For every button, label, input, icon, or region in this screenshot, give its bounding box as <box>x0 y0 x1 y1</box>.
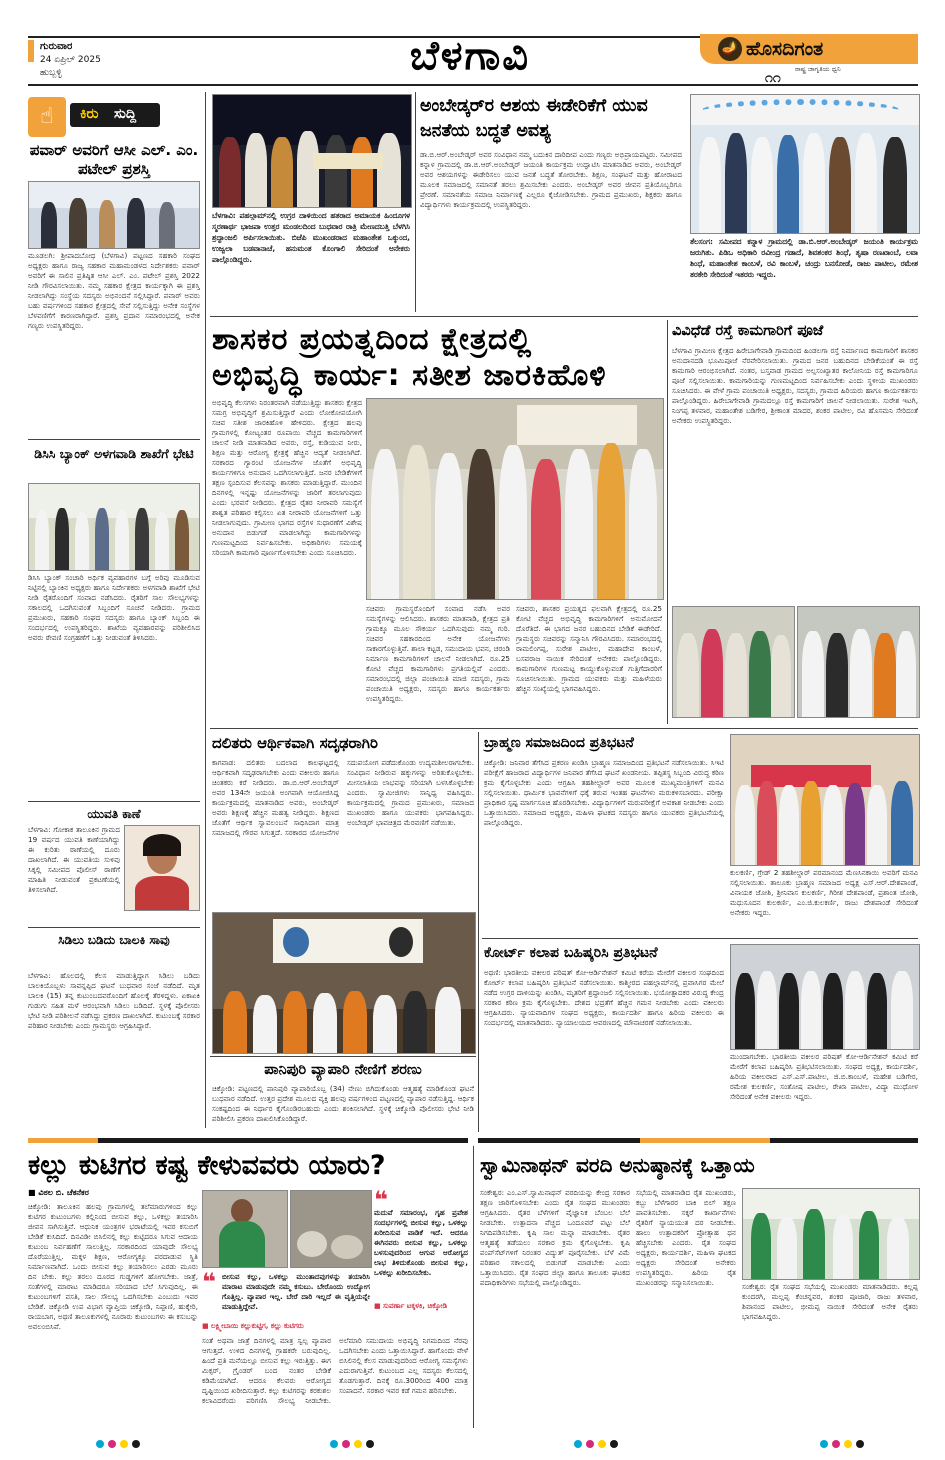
reg-dot-magenta-4 <box>832 1440 840 1448</box>
ambedkar-jayanti-caption: ತೆಲಸಂಗ: ಸಮೀಪದ ಕನ್ನಾಳ ಗ್ರಾಮದಲ್ಲಿ ಡಾ.ಬಿ.ಆರ್.ಅಂಬೇಡ್ಕರ್ ಜಯಂತಿ ಕಾರ್ಯಕ್ರಮ ಜರುಗಿತು. ಪಿಡಿಒ ಅಧಿಕಾರಿ ರವೀಂದ್ರ ಗಡಾದೆ, ಶಿವಶಂಕರ ಶಿಂಧೆ, ತೃಷಾ ರಣಖಾಂಬೆ, ಲವಾ ಶಿಂಧೆ, ಮಹಾಂತೇಶ ಕಾಂಬಳೆ, ರವಿ ಕಾಂಬಳೆ, ಚಂದ್ರು ಬನಸೋಡೆ, ರಾಜು ಪಾಟೀಲ, ರಮೇಶ ತರಕೇರಿ ಸೇರಿದಂತೆ ಇತರರು ಇದ್ದರು. <box>690 237 918 279</box>
farmers-meeting-caption: ಸಂಕೇಶ್ವರ: ರೈತ ಸಂಘದ ಸಭೆಯಲ್ಲಿ ಮುಖಂಡರು ಮಾತನಾಡಿದರು. ಕಲ್ಲಪ್ಪ ಕುಂದರಗಿ, ಮಲ್ಲಪ್ಪ ಕೆಂಚನ್ನವರ, ಶಂಕರ ಪೂಜಾರಿ, ರಾಜು ತಳವಾರ, ಶಿವಾನಂದ ಪಾಟೀಲ, ಭೀಮಪ್ಪ ನಾಯಿಕ ಸೇರಿದಂತೆ ಅನೇಕ ರೈತರು ಭಾಗವಹಿಸಿದ್ದರು. <box>742 1282 918 1321</box>
stone-photo-2 <box>290 1190 372 1268</box>
tribute-banner <box>313 153 383 169</box>
reg-dot-cyan-2 <box>330 1440 338 1448</box>
mid-row-rule <box>210 728 918 729</box>
kirusuddi-box <box>28 95 200 1135</box>
header-date: 24 ಏಪ್ರಿಲ್ 2025 <box>40 55 101 65</box>
top-row-bottom-rule <box>210 316 918 317</box>
reg-dot-black-3 <box>610 1440 618 1448</box>
court-body: ಅಥಣಿ: ಭಾರತೀಯ ವಕೀಲರ ಪರಿಷತ್ ಕೋ-ಆರ್ಡಿನೇಶನ್ ಕಮಿಟಿ ಕರೆಯ ಮೇರೆಗೆ ವಕೀಲರ ಸಂಘದಿಂದ ಕೋರ್ಟ್ ಕಲಾಪ ಬಹಿಷ್ಕರಿಸಿ ಪ್ರತಿಭಟನೆ ನಡೆಸಲಾಯಿತು. ಕಾಶ್ಮೀರದ ಪಹಲ್ಗಾಮ್‌ನಲ್ಲಿ ಪ್ರವಾಸಿಗರ ಮೇಲೆ ನಡೆದ ಉಗ್ರರ ದಾಳಿಯನ್ನು ಖಂಡಿಸಿ, ಮೃತರಿಗೆ ಶ್ರದ್ಧಾಂಜಲಿ ಸಲ್ಲಿಸಲಾಯಿತು. ಭಯೋತ್ಪಾದಕರ ವಿರುದ್ಧ ಕೇಂದ್ರ ಸರಕಾರ ಕಠಿಣ ಕ್ರಮ ಕೈಗೊಳ್ಳಬೇಕು. ದೇಶದ ಭದ್ರತೆಗೆ ಹೆಚ್ಚಿನ ಗಮನ ನೀಡಬೇಕು ಎಂದು ವಕೀಲರು ಆಗ್ರಹಿಸಿದರು. ನ್ಯಾಯವಾದಿಗಳ ಸಂಘದ ಅಧ್ಯಕ್ಷರು, ಕಾರ್ಯದರ್ಶಿ ಹಾಗೂ ಹಿರಿಯ ವಕೀಲರು ಈ ಸಂದರ್ಭದಲ್ಲಿ ಮಾತನಾಡಿದರು. ನ್ಯಾಯಾಲಯದ ಆವರಣದಲ್ಲಿ ಮೌನಾಚರಣೆ ನಡೆಸಲಾಯಿತು. <box>484 968 724 1027</box>
kiru-divider-2 <box>28 801 200 802</box>
stone-photo-1 <box>202 1190 288 1268</box>
header-left-accent <box>28 40 34 62</box>
road-body: ಬೆಳಗಾವಿ ಗ್ರಾಮೀಣ ಕ್ಷೇತ್ರದ ಹಿರೇಬಾಗೇವಾಡಿ ಗ್ರಾಮದಿಂದ ಹಿಂಡಲಗಾ ರಸ್ತೆ ನಿರ್ಮಾಣದ ಕಾಮಗಾರಿಗೆ ಶಾಸಕರ ಅನುದಾನದಡಿ ಭೂಮಿಪೂಜೆ ನೆರವೇರಿಸಲಾಯಿತು. ಗ್ರಾಮದ ಜನರ ಬಹುದಿನದ ಬೇಡಿಕೆಯಂತೆ ಈ ರಸ್ತೆ ಕಾಮಗಾರಿ ಆರಂಭಿಸಲಾಗಿದೆ. ನಂತರ, ಬಸ್ತವಾಡ ಗ್ರಾಮದ ಅಲ್ಪಸಂಖ್ಯಾತರ ಕಾಲೋನಿಯ ರಸ್ತೆ ಕಾಮಗಾರಿಗೂ ಪೂಜೆ ಸಲ್ಲಿಸಲಾಯಿತು. ಕಾಮಗಾರಿಯನ್ನು ಗುಣಮಟ್ಟದಿಂದ ನಿರ್ವಹಿಸಬೇಕು ಎಂದು ಸ್ಥಳೀಯ ಮುಖಂಡರು ಸೂಚಿಸಿದರು. ಈ ವೇಳೆ ಗ್ರಾಮ ಪಂಚಾಯಿತಿ ಅಧ್ಯಕ್ಷರು, ಸದಸ್ಯರು, ಗ್ರಾಮದ ಹಿರಿಯರು ಹಾಗೂ ಕಾರ್ಯಕರ್ತರು ಪಾಲ್ಗೊಂಡಿದ್ದರು. ಹಿರೇಬಾಗೇವಾಡಿ ಗ್ರಾಮದಲ್ಲೂ ರಸ್ತೆ ಕಾಮಗಾರಿಗೆ ಚಾಲನೆ ನೀಡಲಾಯಿತು. ಸುರೇಶ ಇಟಗಿ, ನಿಂಗಪ್ಪ ತಳವಾರ, ಮಹಾಂತೇಶ ಬಡಿಗೇರ, ಶ್ರೀಕಾಂತ ಮಾದರ, ಶಂಕರ ಪಾಟೀಲ, ರವಿ ಹೊಸಮನಿ ಸೇರಿದಂತೆ ಅನೇಕರು ಉಪಸ್ಥಿತರಿದ್ದರು. <box>672 346 918 425</box>
stone-byline: ■ ವಿಠಲ ಬಿ. ಚೆಕನೆಕರ <box>28 1188 89 1197</box>
court-photo-caption: ಮುಂದಾಗಬೇಕು. ಭಾರತೀಯ ವಕೀಲರ ಪರಿಷತ್ ಕೋ-ಆರ್ಡಿನೇಶನ್ ಕಮಿಟಿ ಕರೆ ಮೇರೆಗೆ ಕಲಾಪ ಬಹಿಷ್ಕರಿಸಿ ಪ್ರತಿಭಟಿಸಲಾಯಿತು. ಸಂಘದ ಅಧ್ಯಕ್ಷ, ಕಾರ್ಯದರ್ಶಿ, ಹಿರಿಯ ವಕೀಲರಾದ ಎಸ್.ಎಸ್.ಪಾಟೀಲ, ಜಿ.ಬಿ.ಕಾಂಬಳೆ, ಮಹೇಶ ಬಡಿಗೇರ, ರಮೇಶ ಕುಲಕರ್ಣಿ, ಸಂತೋಷ ಪಾಟೀಲ, ರೇಖಾ ಪಾಟೀಲ, ವಿದ್ಯಾ ಮುಧೋಳ ಸೇರಿದಂತೆ ಅನೇಕ ವಕೀಲರು ಇದ್ದರು. <box>730 1052 918 1101</box>
brahmin-protest-photo <box>730 734 920 866</box>
reg-dot-magenta <box>108 1440 116 1448</box>
kiru-story4-title: ಸಿಡಿಲು ಬಡಿದು ಬಾಲಕಿ ಸಾವು <box>58 933 170 947</box>
reg-dot-yellow-2 <box>354 1440 362 1448</box>
kirusuddi-label-b: ಸುದ್ದಿ <box>114 106 137 122</box>
stone-quote1: ಮದುವೆ ಸಮಾರಂಭ, ಗೃಹ ಪ್ರವೇಶ ಸಂದರ್ಭಗಳಲ್ಲಿ ಬೀಸುವ ಕಲ್ಲು, ಒಳಕಲ್ಲು ಖರೀದಿಸುವ ವಾಡಿಕೆ ಇದೆ. ಆದರೂ ಈಗಿನವರು ಬೀಸುವ ಕಲ್ಲು, ಒಳಕಲ್ಲು ಬಳಸುವುದರಿಂದ ಆಗುವ ಆರೋಗ್ಯದ ಲಾಭ ತಿಳಿದುಕೊಂಡು ಬೀಸುವ ಕಲ್ಲು, ಒಳಕಲ್ಲು ಖರೀದಿಸಬೇಕು. <box>374 1208 468 1277</box>
stone-quote2: ಬೀಸುವ ಕಲ್ಲು, ಒಳಕಲ್ಲು ಮುಂತಾದವುಗಳನ್ನು ತಯಾರಿಸಿ ಮಾರಾಟ ಮಾಡುವುದೇ ನಮ್ಮ ಕಸುಬು. ಬೇರೊಂದು ಉದ್ಯೋಗ ಗೊತ್ತಿಲ್ಲ. ವ್ಯಾಪಾರ ಇಲ್ಲ. ಬೇರೆ ದಾರಿ ಇಲ್ಲದೆ ಈ ವೃತ್ತಿಯನ್ನೇ ಮಾಡುತ್ತಿದ್ದೇವೆ. <box>222 1272 370 1311</box>
brahmin-body: ಚಿಕ್ಕೋಡಿ: ಜನಿವಾರ ತೆಗೆಸಿದ ಪ್ರಕರಣ ಖಂಡಿಸಿ ಬ್ರಾಹ್ಮಣ ಸಮಾಜದಿಂದ ಪ್ರತಿಭಟನೆ ನಡೆಸಲಾಯಿತು. ಸಿಇಟಿ ಪರೀಕ್ಷೆಗೆ ಹಾಜರಾದ ವಿದ್ಯಾರ್ಥಿಗಳ ಜನಿವಾರ ತೆಗೆಸಿದ ಘಟನೆ ಖಂಡನೀಯ. ತಪ್ಪಿತಸ್ಥ ಸಿಬ್ಬಂದಿ ವಿರುದ್ಧ ಕಠಿಣ ಕ್ರಮ ಕೈಗೊಳ್ಳಬೇಕು ಎಂದು ಆಗ್ರಹಿಸಿ ತಹಶೀಲ್ದಾರ್ ಅವರ ಮೂಲಕ ಮುಖ್ಯಮಂತ್ರಿಗಳಿಗೆ ಮನವಿ ಸಲ್ಲಿಸಲಾಯಿತು. ಧಾರ್ಮಿಕ ಭಾವನೆಗಳಿಗೆ ಧಕ್ಕೆ ತರುವ ಇಂತಹ ಘಟನೆಗಳು ಮರುಕಳಿಸಬಾರದು. ಪರೀಕ್ಷಾ ಪ್ರಾಧಿಕಾರ ಸ್ಪಷ್ಟ ಮಾರ್ಗಸೂಚಿ ಹೊರಡಿಸಬೇಕು. ವಿದ್ಯಾರ್ಥಿಗಳಿಗೆ ಮರುಪರೀಕ್ಷೆಗೆ ಅವಕಾಶ ನೀಡಬೇಕು ಎಂದು ಒತ್ತಾಯಿಸಿದರು. ಸಮಾಜದ ಅಧ್ಯಕ್ಷರು, ಮಹಿಳಾ ಘಟಕದ ಸದಸ್ಯರು ಹಾಗೂ ಯುವಕರು ಪ್ರತಿಭಟನೆಯಲ್ಲಿ ಪಾಲ್ಗೊಂಡಿದ್ದರು. <box>484 758 724 827</box>
kiru-story1-title: ಪವಾರ್ ಅವರಿಗೆ ಆಸೀ ಎಲ್. ಎಂ. ಪಟೇಲ್ ಪ್ರಶಸ್ತಿ <box>29 141 199 178</box>
brahmin-title: ಬ್ರಾಹ್ಮಣ ಸಮಾಜದಿಂದ ಪ್ರತಿಭಟನೆ <box>484 735 634 751</box>
logo-tagline: ರಾಷ್ಟ್ರ ಜಾಗೃತಿಯ ಧ್ವನಿ <box>795 65 841 73</box>
farmers-meeting-photo <box>742 1188 920 1280</box>
panipuri-top-rule <box>210 1056 476 1057</box>
reg-dot-black-2 <box>366 1440 374 1448</box>
balloon-arch <box>701 99 901 123</box>
reg-dot-magenta-3 <box>586 1440 594 1448</box>
road-title: ವಿವಿಧೆಡೆ ರಸ್ತೆ ಕಾಮಗಾರಿಗೆ ಪೂಜೆ <box>672 323 824 339</box>
stone-body-b: ಸಂತೆ ಅಥವಾ ಜಾತ್ರೆ ದಿನಗಳಲ್ಲಿ ಮಾತ್ರ ಸ್ವಲ್ಪ ವ್ಯಾಪಾರ ಆಗುತ್ತದೆ. ಉಳಿದ ದಿನಗಳಲ್ಲಿ ಗ್ರಾಹಕರೇ ಬರುವುದಿಲ್ಲ. ಹಿಂದೆ ಪ್ರತಿ ಮನೆಯಲ್ಲೂ ಬೀಸುವ ಕಲ್ಲು ಇರುತ್ತಿತ್ತು. ಈಗ ಮಿಕ್ಸರ್, ಗ್ರೈಂಡರ್ ಬಂದ ನಂತರ ಬೇಡಿಕೆ ಕಡಿಮೆಯಾಗಿದೆ. ಆದರೂ ಕೆಲವರು ಆರೋಗ್ಯದ ದೃಷ್ಟಿಯಿಂದ ಖರೀದಿಸುತ್ತಾರೆ. ಕಲ್ಲು ಕುಟಿಗರನ್ನು ಕರಕುಶಲ ಕಲಾವಿದರೆಂದು ಪರಿಗಣಿಸಿ ಸೌಲಭ್ಯ ನೀಡಬೇಕು. ಅಲೆಮಾರಿ ಸಮುದಾಯ ಅಭಿವೃದ್ಧಿ ನಿಗಮದಿಂದ ನೆರವು ಒದಗಿಸಬೇಕು ಎಂದು ಒತ್ತಾಯಿಸಿದ್ದಾರೆ. ಹಾಗೊಂದು ವೇಳೆ ಬಿಸಿಲಿನಲ್ಲಿ ಕೆಲಸ ಮಾಡುವುದರಿಂದ ಆರೋಗ್ಯ ಸಮಸ್ಯೆಗಳು ಎದುರಾಗುತ್ತಿವೆ. ಕುಟುಂಬದ ಎಲ್ಲ ಸದಸ್ಯರು ಕೆಲಸದಲ್ಲಿ ತೊಡಗುತ್ತಾರೆ. ದಿನಕ್ಕೆ ರೂ.300ರಿಂದ 400 ಮಾತ್ರ ಸಂಪಾದನೆ. ಸರಕಾರ ಇವರ ಕಡೆ ಗಮನ ಹರಿಸಬೇಕು. <box>202 1336 468 1405</box>
candle-tribute-photo <box>212 94 412 208</box>
dalit-event-photo <box>212 912 476 1054</box>
panipuri-title: ಪಾನಿಪುರಿ ವ್ಯಾಪಾರಿ ನೇಣಿಗೆ ಶರಣು <box>264 1062 422 1078</box>
kiru-story3-photo <box>124 825 200 911</box>
kiru-story2-title: ಡಿಸಿಸಿ ಬ್ಯಾಂಕ್ ಅಳಗವಾಡಿ ಶಾಖೆಗೆ ಭೇಟಿ <box>34 446 194 461</box>
stone-quote2-author: ■ ಲಕ್ಷ್ಮೀಬಾಯಿ ಕಲ್ಲುಕುಟ್ಟಿಗ, ಕಲ್ಲು ಕುಟಿಗರು <box>202 1322 304 1330</box>
lead-title-line2: ಅಭಿವೃದ್ಧಿ ಕಾರ್ಯ: ಸತೀಶ ಜಾರಕಿಹೊಳಿ <box>212 358 607 393</box>
logo-block <box>700 34 918 86</box>
kiru-story3-title: ಯುವತಿ ಕಾಣೆ <box>87 807 141 821</box>
reg-dot-black <box>132 1440 140 1448</box>
kiru-story1-photo <box>28 181 200 249</box>
stone-title: ಕಲ್ಲು ಕುಟಿಗರ ಕಷ್ಟ ಕೇಳುವವರು ಯಾರು? <box>28 1150 386 1181</box>
reg-dot-cyan <box>96 1440 104 1448</box>
panipuri-body: ಚಿಕ್ಕೋಡಿ: ಪಟ್ಟಣದಲ್ಲಿ ಪಾನಿಪುರಿ ವ್ಯಾಪಾರಿಯೊಬ್ಬ (34) ನೇಣು ಬಿಗಿದುಕೊಂಡು ಆತ್ಮಹತ್ಯೆ ಮಾಡಿಕೊಂಡ ಘಟನೆ ಬುಧವಾರ ನಡೆದಿದೆ. ಉತ್ತರ ಪ್ರದೇಶ ಮೂಲದ ವ್ಯಕ್ತಿ ಹಲವು ವರ್ಷಗಳಿಂದ ಪಟ್ಟಣದಲ್ಲಿ ವ್ಯಾಪಾರ ನಡೆಸುತ್ತಿದ್ದ. ಆರ್ಥಿಕ ಸಂಕಷ್ಟದಿಂದ ಈ ನಿರ್ಧಾರ ಕೈಗೊಂಡಿರಬಹುದು ಎಂದು ಶಂಕಿಸಲಾಗಿದೆ. ಸ್ಥಳಕ್ಕೆ ಚಿಕ್ಕೋಡಿ ಪೊಲೀಸರು ಭೇಟಿ ನೀಡಿ ಪರಿಶೀಲಿಸಿ ಪ್ರಕರಣ ದಾಖಲಿಸಿಕೊಂಡಿದ್ದಾರೆ. <box>212 1084 474 1123</box>
lead-photo <box>366 398 664 600</box>
swaminathan-title: ಸ್ವಾಮಿನಾಥನ್ ವರದಿ ಅನುಷ್ಠಾನಕ್ಕೆ ಒತ್ತಾಯ <box>480 1153 755 1177</box>
road-photo-2 <box>797 606 920 718</box>
lead-title-line1: ಶಾಸಕರ ಪ್ರಯತ್ನದಿಂದ ಕ್ಷೇತ್ರದಲ್ಲಿ <box>212 322 533 357</box>
reg-dot-cyan-4 <box>820 1440 828 1448</box>
header-day: ಗುರುವಾರ <box>40 41 73 52</box>
bottom-band-right-accent <box>640 1138 770 1143</box>
road-photo-1 <box>672 606 795 718</box>
brahmin-photo-caption: ಕುಲಕರ್ಣಿ, ಗ್ರೇಡ್ 2 ತಹಶೀಲ್ದಾರ್ ಪರಮಾನಂದ ಮೆಣಸಿನಕಾಯಿ ಅವರಿಗೆ ಮನವಿ ಸಲ್ಲಿಸಲಾಯಿತು. ತಾಲೂಕು ಬ್ರಾಹ್ಮಣ ಸಮಾಜದ ಅಧ್ಯಕ್ಷ ಎಸ್.ಆರ್.ದೇಶಪಾಂಡೆ, ವಿನಾಯಕ ಜೋಶಿ, ಶ್ರೀನಿವಾಸ ಕುಲಕರ್ಣಿ, ಗಿರೀಶ ದೇಶಪಾಂಡೆ, ಪ್ರಶಾಂತ ಜೋಶಿ, ಮಧುಸೂದನ ಕುಲಕರ್ಣಿ, ಎಂ.ಜಿ.ಕುಲಕರ್ಣಿ, ರಾಜು ದೇಶಪಾಂಡೆ ಸೇರಿದಂತೆ ಅನೇಕರು ಇದ್ದರು. <box>730 868 918 917</box>
quote-mark-icon-2: ❝ <box>202 1268 217 1296</box>
reg-dot-cyan-3 <box>574 1440 582 1448</box>
left-column-rule <box>205 92 206 1128</box>
kiru-divider-1 <box>28 439 200 440</box>
swaminathan-body-a: ಸಂಕೇಶ್ವರ: ಎಂ.ಎಸ್.ಸ್ವಾಮಿನಾಥನ್ ವರದಿಯನ್ನು ಕೇಂದ್ರ ಸರಕಾರ ತಕ್ಷಣ ಜಾರಿಗೊಳಿಸಬೇಕು ಎಂದು ರೈತ ಸಂಘದ ಮುಖಂಡರು ಆಗ್ರಹಿಸಿದರು. ರೈತರ ಬೆಳೆಗಳಿಗೆ ವೈಜ್ಞಾನಿಕ ಬೆಂಬಲ ಬೆಲೆ ನೀಡಬೇಕು. ಉತ್ಪಾದನಾ ವೆಚ್ಚದ ಒಂದೂವರೆ ಪಟ್ಟು ಬೆಲೆ ನಿಗದಿಪಡಿಸಬೇಕು. ಕೃಷಿ ಸಾಲ ಮನ್ನಾ ಮಾಡಬೇಕು. ರೈತರ ಆತ್ಮಹತ್ಯೆ ತಡೆಯಲು ಸರಕಾರ ಕ್ರಮ ಕೈಗೊಳ್ಳಬೇಕು. ಕೃಷಿ ಪಂಪ್‌ಸೆಟ್‌ಗಳಿಗೆ ನಿರಂತರ ವಿದ್ಯುತ್ ಪೂರೈಸಬೇಕು. ಬೆಳೆ ವಿಮೆ ಪರಿಹಾರ ಸಕಾಲದಲ್ಲಿ ಬಿಡುಗಡೆ ಮಾಡಬೇಕು ಎಂದು ಒತ್ತಾಯಿಸಿದರು. ರೈತ ಸಂಘದ ಜಿಲ್ಲಾ ಹಾಗೂ ತಾಲೂಕು ಘಟಕದ ಪದಾಧಿಕಾರಿಗಳು ಸಭೆಯಲ್ಲಿ ಪಾಲ್ಗೊಂಡಿದ್ದರು. <box>480 1188 630 1287</box>
lead-body-a: ಅಭಿವೃದ್ಧಿ ಕೆಲಸಗಳು ನಿರಂತರವಾಗಿ ನಡೆಯುತ್ತಿದ್ದು ಶಾಸಕರು ಕ್ಷೇತ್ರದ ಸಮಗ್ರ ಅಭಿವೃದ್ಧಿಗೆ ಶ್ರಮಿಸುತ್ತಿದ್ದಾರೆ ಎಂದು ಲೋಕೋಪಯೋಗಿ ಸಚಿವ ಸತೀಶ ಜಾರಕಿಹೊಳಿ ಹೇಳಿದರು. ಕ್ಷೇತ್ರದ ಹಲವು ಗ್ರಾಮಗಳಲ್ಲಿ ಕೋಟ್ಯಂತರ ರೂಪಾಯಿ ವೆಚ್ಚದ ಕಾಮಗಾರಿಗಳಿಗೆ ಚಾಲನೆ ನೀಡಿ ಮಾತನಾಡಿದ ಅವರು, ರಸ್ತೆ, ಕುಡಿಯುವ ನೀರು, ಶಿಕ್ಷಣ ಮತ್ತು ಆರೋಗ್ಯ ಕ್ಷೇತ್ರಕ್ಕೆ ಹೆಚ್ಚಿನ ಆದ್ಯತೆ ನೀಡಲಾಗಿದೆ. ಸರಕಾರದ ಗ್ಯಾರಂಟಿ ಯೋಜನೆಗಳ ಜೊತೆಗೆ ಅಭಿವೃದ್ಧಿ ಕಾರ್ಯಗಳಿಗೂ ಅನುದಾನ ಒದಗಿಸಲಾಗುತ್ತಿದೆ. ಜನರ ಬೇಡಿಕೆಗಳಿಗೆ ತಕ್ಷಣ ಸ್ಪಂದಿಸುವ ಕೆಲಸವನ್ನು ಶಾಸಕರು ಮಾಡುತ್ತಿದ್ದಾರೆ. ಮುಂದಿನ ದಿನಗಳಲ್ಲಿ ಇನ್ನಷ್ಟು ಯೋಜನೆಗಳನ್ನು ಜಾರಿಗೆ ತರಲಾಗುವುದು ಎಂದು ಭರವಸೆ ನೀಡಿದರು. ಕ್ಷೇತ್ರದ ರೈತರ ನೀರಾವರಿ ಸಮಸ್ಯೆಗೆ ಶಾಶ್ವತ ಪರಿಹಾರ ಕಲ್ಪಿಸಲು ಏತ ನೀರಾವರಿ ಯೋಜನೆಗಳಿಗೆ ಒತ್ತು ನೀಡಲಾಗುವುದು. ಗ್ರಾಮೀಣ ಭಾಗದ ರಸ್ತೆಗಳ ಸುಧಾರಣೆಗೆ ವಿಶೇಷ ಅನುದಾನ ಬಿಡುಗಡೆ ಮಾಡಲಾಗಿದ್ದು ಕಾಮಗಾರಿಗಳನ್ನು ಗುಣಮಟ್ಟದಿಂದ ನಿರ್ವಹಿಸಬೇಕು. ಅಧಿಕಾರಿಗಳು ಸಮಯಕ್ಕೆ ಸರಿಯಾಗಿ ಕಾಮಗಾರಿ ಪೂರ್ಣಗೊಳಿಸಬೇಕು ಎಂದು ಸೂಚಿಸಿದರು. <box>212 398 362 557</box>
court-title: ಕೋರ್ಟ್ ಕಲಾಪ ಬಹಿಷ್ಕರಿಸಿ ಪ್ರತಿಭಟನೆ <box>484 945 658 961</box>
ambedkar-title: ಅಂಬೇಡ್ಕರ್‌ರ ಆಶಯ ಈಡೇರಿಕೆಗೆ ಯುವ ಜನತೆಯ ಬದ್ಧತೆ ಅವಶ್ಯ <box>420 96 648 141</box>
reg-dot-yellow <box>120 1440 128 1448</box>
dalit-body: ಕಾಗವಾಡ: ದಲಿತರು ಬದಲಾದ ಕಾಲಘಟ್ಟದಲ್ಲಿ ಆರ್ಥಿಕವಾಗಿ ಸದೃಢರಾಗಬೇಕು ಎಂದು ವಕೀಲರು ಹಾಗೂ ಚಿಂತಕರು ಕರೆ ನೀಡಿದರು. ಡಾ.ಬಿ.ಆರ್.ಅಂಬೇಡ್ಕರ್ ಅವರ 134ನೇ ಜಯಂತಿ ಅಂಗವಾಗಿ ಆಯೋಜಿಸಿದ್ದ ಕಾರ್ಯಕ್ರಮದಲ್ಲಿ ಮಾತನಾಡಿದ ಅವರು, ಅಂಬೇಡ್ಕರ್ ಅವರು ಶಿಕ್ಷಣಕ್ಕೆ ಹೆಚ್ಚಿನ ಮಹತ್ವ ನೀಡಿದ್ದರು. ಶಿಕ್ಷಣದ ಜೊತೆಗೆ ಆರ್ಥಿಕ ಸ್ವಾವಲಂಬನೆ ಸಾಧಿಸಿದಾಗ ಮಾತ್ರ ಸಮಾಜದಲ್ಲಿ ಗೌರವ ಸಿಗುತ್ತದೆ. ಸರಕಾರದ ಯೋಜನೆಗಳ ಸದುಪಯೋಗ ಪಡೆದುಕೊಂಡು ಉದ್ಯಮಶೀಲರಾಗಬೇಕು. ಸಂವಿಧಾನ ನೀಡಿರುವ ಹಕ್ಕುಗಳನ್ನು ಅರಿತುಕೊಳ್ಳಬೇಕು. ಮೀಸಲಾತಿಯ ಲಾಭವನ್ನು ಸರಿಯಾಗಿ ಬಳಸಿಕೊಳ್ಳಬೇಕು ಎಂದರು. ಸ್ವಾಮೀಜಿಗಳು ಸಾನ್ನಿಧ್ಯ ವಹಿಸಿದ್ದರು. ಕಾರ್ಯಕ್ರಮದಲ್ಲಿ ಗ್ರಾಮದ ಪ್ರಮುಖರು, ಸಮಾಜದ ಮುಖಂಡರು ಹಾಗೂ ಯುವಕರು ಭಾಗವಹಿಸಿದ್ದರು. ಅಂಬೇಡ್ಕರ್ ಭಾವಚಿತ್ರದ ಮೆರವಣಿಗೆ ನಡೆಯಿತು. <box>212 758 474 837</box>
reg-dot-magenta-2 <box>342 1440 350 1448</box>
dalit-title: ದಲಿತರು ಆರ್ಥಿಕವಾಗಿ ಸದೃಢರಾಗಿರಿ <box>212 734 378 752</box>
lead-body-c: ಸಚಿವರು, ಶಾಸಕರ ಪ್ರಯತ್ನದ ಫಲವಾಗಿ ಕ್ಷೇತ್ರದಲ್ಲಿ ರೂ.25 ಕೋಟಿ ವೆಚ್ಚದ ಅಭಿವೃದ್ಧಿ ಕಾಮಗಾರಿಗಳಿಗೆ ಅನುಮೋದನೆ ದೊರೆತಿದೆ. ಈ ಭಾಗದ ಜನರ ಬಹುದಿನದ ಬೇಡಿಕೆ ಈಡೇರಿದೆ. ಗ್ರಾಮಸ್ಥರು ಸಚಿವರನ್ನು ಸನ್ಮಾನಿಸಿ ಗೌರವಿಸಿದರು. ಸಮಾರಂಭದಲ್ಲಿ ರಾಮಲಿಂಗಪ್ಪ, ಸುರೇಶ ಪಾಟೀಲ, ಮಹಾದೇವ ಕಾಂಬಳೆ, ಬಸವರಾಜ ನಾಯಿಕ ಸೇರಿದಂತೆ ಅನೇಕರು ಪಾಲ್ಗೊಂಡಿದ್ದರು. ಕಾಮಗಾರಿಗಳ ಗುಣಮಟ್ಟ ಕಾಯ್ದುಕೊಳ್ಳುವಂತೆ ಗುತ್ತಿಗೆದಾರರಿಗೆ ಸೂಚಿಸಲಾಯಿತು. ಗ್ರಾಮದ ಯುವಕರು ಮತ್ತು ಮಹಿಳೆಯರು ಹೆಚ್ಚಿನ ಸಂಖ್ಯೆಯಲ್ಲಿ ಭಾಗವಹಿಸಿದ್ದರು. <box>516 604 662 693</box>
stone-body-a: ಚಿಕ್ಕೋಡಿ: ತಾಲೂಕಿನ ಹಲವು ಗ್ರಾಮಗಳಲ್ಲಿ ತಲೆಮಾರುಗಳಿಂದ ಕಲ್ಲು ಕುಟಿಗರ ಕುಟುಂಬಗಳು ಕಲ್ಲಿನಿಂದ ಬೀಸುವ ಕಲ್ಲು, ಒಳಕಲ್ಲು ತಯಾರಿಸಿ ಜೀವನ ಸಾಗಿಸುತ್ತಿವೆ. ಆಧುನಿಕ ಯಂತ್ರಗಳ ಭರಾಟೆಯಲ್ಲಿ ಇವರ ಕಸುಬಿಗೆ ಬೇಡಿಕೆ ಕುಸಿದಿದೆ. ದಿನವಿಡೀ ಬಿಸಿಲಿನಲ್ಲಿ ಕಲ್ಲು ಕುಟ್ಟಿದರೂ ಸಿಗುವ ಆದಾಯ ಕುಟುಂಬ ನಿರ್ವಹಣೆಗೆ ಸಾಲುತ್ತಿಲ್ಲ. ಸರಕಾರದಿಂದ ಯಾವುದೇ ಸೌಲಭ್ಯ ದೊರೆಯುತ್ತಿಲ್ಲ. ಮಕ್ಕಳ ಶಿಕ್ಷಣ, ಆರೋಗ್ಯಕ್ಕೂ ಪರದಾಡುವ ಸ್ಥಿತಿ ನಿರ್ಮಾಣವಾಗಿದೆ. ಒಂದು ಬೀಸುವ ಕಲ್ಲು ತಯಾರಿಸಲು ಎರಡು ಮೂರು ದಿನ ಬೇಕು. ಕಲ್ಲು ತರಲು ದೂರದ ಗುಡ್ಡಗಳಿಗೆ ಹೋಗಬೇಕು. ಜಾತ್ರೆ, ಸಂತೆಗಳಲ್ಲಿ ಮಾರಾಟ ಮಾಡಿದರೂ ಸರಿಯಾದ ಬೆಲೆ ಸಿಗುವುದಿಲ್ಲ. ಈ ಕುಟುಂಬಗಳಿಗೆ ವಸತಿ, ಸಾಲ ಸೌಲಭ್ಯ ಒದಗಿಸಬೇಕು ಎಂಬುದು ಇವರ ಬೇಡಿಕೆ. ಚಿಕ್ಕೋಡಿ ಉಪ ವಿಭಾಗ ವ್ಯಾಪ್ತಿಯ ಚಿಕ್ಕೋಡಿ, ನಿಪ್ಪಾಣಿ, ಹುಕ್ಕೇರಿ, ರಾಯಬಾಗ, ಅಥಣಿ ತಾಲೂಕುಗಳಲ್ಲಿ ನೂರಾರು ಕುಟುಂಬಗಳು ಈ ಕಸುಬನ್ನು ಅವಲಂಬಿಸಿವೆ. <box>28 1202 198 1331</box>
logo-text: ಹೊಸದಿಗಂತ <box>746 38 824 60</box>
candle-tribute-caption: ಬೆಳಗಾವಿ: ಪಹಲ್ಗಾಮ್‌ನಲ್ಲಿ ಉಗ್ರರ ದಾಳಿಯಿಂದ ಹತರಾದ ಅಮಾಯಕ ಹಿಂದೂಗಳ ಸ್ಮರಣಾರ್ಥ ಭಾಜಪಾ ಉತ್ತರ ಮಂಡಲದಿಂದ ಬುಧವಾರ ರಾತ್ರಿ ಮೇಣದಬತ್ತಿ ಬೆಳಗಿಸಿ ಶ್ರದ್ಧಾಂಜಲಿ ಅರ್ಪಿಸಲಾಯಿತು. ಬಿಜೆಪಿ ಮುಖಂಡರಾದ ಮಹಾಂತೇಶ ಒಕ್ಕುಂದ, ಉಜ್ವಲಾ ಬಡವಾನಾಚೆ, ಹನುಮಂತ ಕೊಂಗಾಲಿ ಸೇರಿದಂತೆ ಅನೇಕರು ಪಾಲ್ಗೊಂಡಿದ್ದರು. <box>212 211 410 264</box>
lead-right-rule <box>667 320 668 724</box>
stone-quote1-author: ■ ಸುವರ್ಣಾ ಟಕ್ಕಳಕಿ, ಚಿಕ್ಕೋಡಿ <box>374 1302 448 1310</box>
bottom-center-rule <box>473 1146 474 1428</box>
kiru-story4-body: ಬೆಳಗಾವಿ: ಹೊಲದಲ್ಲಿ ಕೆಲಸ ಮಾಡುತ್ತಿದ್ದಾಗ ಸಿಡಿಲು ಬಡಿದು ಬಾಲಕಿಯೊಬ್ಬಳು ಸಾವನ್ನಪ್ಪಿದ ಘಟನೆ ಬುಧವಾರ ಸಂಜೆ ನಡೆದಿದೆ. ಮೃತ ಬಾಲಕಿ (15) ತನ್ನ ಕುಟುಂಬದವರೊಂದಿಗೆ ಹೊಲಕ್ಕೆ ತೆರಳಿದ್ದಳು. ಏಕಾಏಕಿ ಗುಡುಗು ಸಹಿತ ಮಳೆ ಆರಂಭವಾಗಿ ಸಿಡಿಲು ಬಡಿದಿದೆ. ಸ್ಥಳಕ್ಕೆ ಪೊಲೀಸರು ಭೇಟಿ ನೀಡಿ ಪರಿಶೀಲನೆ ನಡೆಸಿದ್ದು ಪ್ರಕರಣ ದಾಖಲಾಗಿದೆ. ಕುಟುಂಬಕ್ಕೆ ಸರಕಾರ ಪರಿಹಾರ ನೀಡಬೇಕು ಎಂದು ಗ್ರಾಮಸ್ಥರು ಆಗ್ರಹಿಸಿದ್ದಾರೆ. <box>28 971 200 1030</box>
kiru-story3-body: ಬೆಳಗಾವಿ: ಗೋಕಾಕ ತಾಲೂಕಿನ ಗ್ರಾಮದ 19 ವರ್ಷದ ಯುವತಿ ಕಾಣೆಯಾಗಿದ್ದು ಈ ಕುರಿತು ಠಾಣೆಯಲ್ಲಿ ದೂರು ದಾಖಲಾಗಿದೆ. ಈ ಯುವತಿಯ ಸುಳಿವು ಸಿಕ್ಕಲ್ಲಿ ಸಮೀಪದ ಪೊಲೀಸ್ ಠಾಣೆಗೆ ಮಾಹಿತಿ ನೀಡುವಂತೆ ಪ್ರಕಟಣೆಯಲ್ಲಿ ತಿಳಿಸಲಾಗಿದೆ. <box>28 825 120 894</box>
bottom-band-left-accent <box>28 1138 98 1143</box>
kiru-divider-3 <box>28 927 200 928</box>
reg-dot-yellow-4 <box>844 1440 852 1448</box>
reg-dot-yellow-3 <box>598 1440 606 1448</box>
header-city: ಹುಬ್ಬಳ್ಳಿ <box>40 68 62 78</box>
reg-dot-black-4 <box>856 1440 864 1448</box>
top-rule-1 <box>415 92 416 312</box>
court-protest-photo <box>730 944 920 1050</box>
kiru-story2-body: ಡಿಸಿಸಿ ಬ್ಯಾಂಕ್ ಸಂಚಾರಿ ಅರ್ಥಿಕ ವ್ಯವಹಾರಗಳ ಬಗ್ಗೆ ಅರಿವು ಮೂಡಿಸುವ ನಿಟ್ಟಿನಲ್ಲಿ ಬ್ಯಾಂಕಿನ ಅಧ್ಯಕ್ಷರು ಹಾಗೂ ನಿರ್ದೇಶಕರು ಅಳಗವಾಡಿ ಶಾಖೆಗೆ ಭೇಟಿ ನೀಡಿ ರೈತರೊಂದಿಗೆ ಸಂವಾದ ನಡೆಸಿದರು. ರೈತರಿಗೆ ಸಾಲ ಸೌಲಭ್ಯಗಳನ್ನು ಸಕಾಲದಲ್ಲಿ ಒದಗಿಸುವಂತೆ ಸಿಬ್ಬಂದಿಗೆ ಸೂಚನೆ ನೀಡಿದರು. ಗ್ರಾಮದ ಪ್ರಮುಖರು, ಸಹಕಾರಿ ಸಂಘದ ಸದಸ್ಯರು ಹಾಗೂ ಬ್ಯಾಂಕ್ ಸಿಬ್ಬಂದಿ ಈ ಸಂದರ್ಭದಲ್ಲಿ ಉಪಸ್ಥಿತರಿದ್ದರು. ಶಾಖೆಯ ವ್ಯವಹಾರವನ್ನು ಪರಿಶೀಲಿಸಿದ ಅವರು ಠೇವಣಿ ಸಂಗ್ರಹಣೆಗೆ ಒತ್ತು ನೀಡುವಂತೆ ತಿಳಿಸಿದರು. <box>28 573 200 642</box>
swaminathan-body-b: ಸಭೆಯಲ್ಲಿ ಮಾತನಾಡಿದ ರೈತ ಮುಖಂಡರು, ಕಬ್ಬು ಬೆಳೆಗಾರರ ಬಾಕಿ ಬಿಲ್ ತಕ್ಷಣ ಪಾವತಿಸಬೇಕು. ಸಕ್ಕರೆ ಕಾರ್ಖಾನೆಗಳು ರೈತರಿಗೆ ನ್ಯಾಯಯುತ ದರ ನೀಡಬೇಕು. ಹಾಲು ಉತ್ಪಾದಕರಿಗೆ ಪ್ರೋತ್ಸಾಹ ಧನ ಹೆಚ್ಚಿಸಬೇಕು ಎಂದರು. ರೈತ ಸಂಘದ ಅಧ್ಯಕ್ಷರು, ಕಾರ್ಯದರ್ಶಿ, ಮಹಿಳಾ ಘಟಕದ ಅಧ್ಯಕ್ಷರು ಸೇರಿದಂತೆ ಅನೇಕರು ಉಪಸ್ಥಿತರಿದ್ದರು. ಹಿರಿಯ ರೈತ ಮುಖಂಡರನ್ನು ಸನ್ಮಾನಿಸಲಾಯಿತು. <box>636 1188 736 1287</box>
page-number: ೧೧ <box>765 70 781 86</box>
lead-body-b: ಸಚಿವರು ಗ್ರಾಮಸ್ಥರೊಂದಿಗೆ ಸಂವಾದ ನಡೆಸಿ ಅವರ ಸಮಸ್ಯೆಗಳನ್ನು ಆಲಿಸಿದರು. ಶಾಸಕರು ಮಾತನಾಡಿ, ಕ್ಷೇತ್ರದ ಪ್ರತಿ ಗ್ರಾಮಕ್ಕೂ ಮೂಲ ಸೌಕರ್ಯ ಒದಗಿಸುವುದು ನಮ್ಮ ಗುರಿ. ಸಚಿವರ ಸಹಕಾರದಿಂದ ಅನೇಕ ಯೋಜನೆಗಳು ಸಾಕಾರಗೊಳ್ಳುತ್ತಿವೆ. ಶಾಲಾ ಕಟ್ಟಡ, ಸಮುದಾಯ ಭವನ, ಚರಂಡಿ ನಿರ್ಮಾಣ ಕಾಮಗಾರಿಗಳಿಗೆ ಚಾಲನೆ ನೀಡಲಾಗಿದೆ. ರೂ.25 ಕೋಟಿ ವೆಚ್ಚದ ಕಾಮಗಾರಿಗಳು ಪ್ರಗತಿಯಲ್ಲಿವೆ ಎಂದರು. ಸಮಾರಂಭದಲ್ಲಿ ಜಿಲ್ಲಾ ಪಂಚಾಯಿತಿ ಮಾಜಿ ಸದಸ್ಯರು, ಗ್ರಾಮ ಪಂಚಾಯಿತಿ ಅಧ್ಯಕ್ಷರು, ಸದಸ್ಯರು ಹಾಗೂ ಕಾರ್ಯಕರ್ತರು ಉಪಸ್ಥಿತರಿದ್ದರು. <box>366 604 510 703</box>
kirusuddi-label-a: ಕಿರು <box>80 106 99 122</box>
kiru-story1-body: ಮೂಡಲಗಿ: ಶ್ರೀಪಾದಬೋಧ (ಬೆಳಗಾವಿ) ಪಟ್ಟಣದ ಸಹಕಾರಿ ಸಂಘದ ಅಧ್ಯಕ್ಷರು ಹಾಗೂ ರಾಜ್ಯ ಸಹಕಾರ ಮಹಾಮಂಡಳದ ನಿರ್ದೇಶಕರು ಪವಾರ್ ಅವರಿಗೆ ಈ ಸಾಲಿನ ಪ್ರತಿಷ್ಠಿತ ಆಸೀ ಎಲ್. ಎಂ. ಪಟೇಲ್ ಪ್ರಶಸ್ತಿ 2022 ನೀಡಿ ಗೌರವಿಸಲಾಯಿತು. ನಮ್ಮ ಸಹಕಾರ ಕ್ಷೇತ್ರದ ಕಾರ್ಯಕ್ಕಾಗಿ ಈ ಪ್ರಶಸ್ತಿ ನೀಡಲಾಗಿದ್ದು ಸಂಸ್ಥೆಯ ಸದಸ್ಯರು ಅಭಿನಂದನೆ ಸಲ್ಲಿಸಿದ್ದಾರೆ. ಪವಾರ್ ಅವರು ಬಹು ವರ್ಷಗಳಿಂದ ಸಹಕಾರ ಕ್ಷೇತ್ರದಲ್ಲಿ ಸೇವೆ ಸಲ್ಲಿಸುತ್ತಿದ್ದು ಅನೇಕ ಸಂಸ್ಥೆಗಳ ಬೆಳವಣಿಗೆಗೆ ಕಾರಣರಾಗಿದ್ದಾರೆ. ಪ್ರಶಸ್ತಿ ಪ್ರದಾನ ಸಮಾರಂಭದಲ್ಲಿ ಅನೇಕ ಗಣ್ಯರು ಉಪಸ್ಥಿತರಿದ್ದರು. <box>28 251 200 330</box>
dalit-right-rule <box>478 732 479 1132</box>
quote-mark-icon-1: ❝ <box>374 1186 389 1214</box>
lead-photo-banner <box>517 405 637 445</box>
court-top-rule <box>482 938 918 939</box>
ambedkar-body: ಡಾ.ಬಿ.ಆರ್.ಅಂಬೇಡ್ಕರ್ ಅವರ ಸಂವಿಧಾನ ನಮ್ಮ ಬದುಕಿನ ದಾರಿದೀಪ ಎಂದು ಗಣ್ಯರು ಅಭಿಪ್ರಾಯಪಟ್ಟರು. ಸಮೀಪದ ಕನ್ನಾಳ ಗ್ರಾಮದಲ್ಲಿ ಡಾ.ಬಿ.ಆರ್.ಅಂಬೇಡ್ಕರ್ ಜಯಂತಿ ಕಾರ್ಯಕ್ರಮ ಉದ್ಘಾಟಿಸಿ ಮಾತನಾಡಿದ ಅವರು, ಅಂಬೇಡ್ಕರ್ ಅವರ ಆಶಯಗಳನ್ನು ಈಡೇರಿಸಲು ಯುವ ಜನತೆ ಬದ್ಧತೆ ತೋರಬೇಕು. ಶಿಕ್ಷಣ, ಸಂಘಟನೆ ಮತ್ತು ಹೋರಾಟದ ಮೂಲಕ ಸಮಾಜದಲ್ಲಿ ಸಮಾನತೆ ತರಲು ಶ್ರಮಿಸಬೇಕು ಎಂದರು. ಅಂಬೇಡ್ಕರ್ ಅವರ ಜೀವನ ಪ್ರತಿಯೊಬ್ಬರಿಗೂ ಪ್ರೇರಣೆ. ಸಮಾನತೆಯ ಸಮಾಜ ನಿರ್ಮಾಣಕ್ಕೆ ಎಲ್ಲರೂ ಕೈಜೋಡಿಸಬೇಕು. ಗ್ರಾಮದ ಪ್ರಮುಖರು, ಶಿಕ್ಷಕರು ಹಾಗೂ ವಿದ್ಯಾರ್ಥಿಗಳು ಕಾರ್ಯಕ್ರಮದಲ್ಲಿ ಉಪಸ್ಥಿತರಿದ್ದರು. <box>420 150 682 209</box>
logo-emblem-icon: 🪔 <box>718 37 742 61</box>
ambedkar-jayanti-photo <box>690 94 920 234</box>
kirusuddi-hand-icon: ☝ <box>28 97 66 137</box>
section-title: ಬೆಳಗಾವಿ <box>409 33 531 79</box>
kiru-story2-photo <box>28 483 200 571</box>
